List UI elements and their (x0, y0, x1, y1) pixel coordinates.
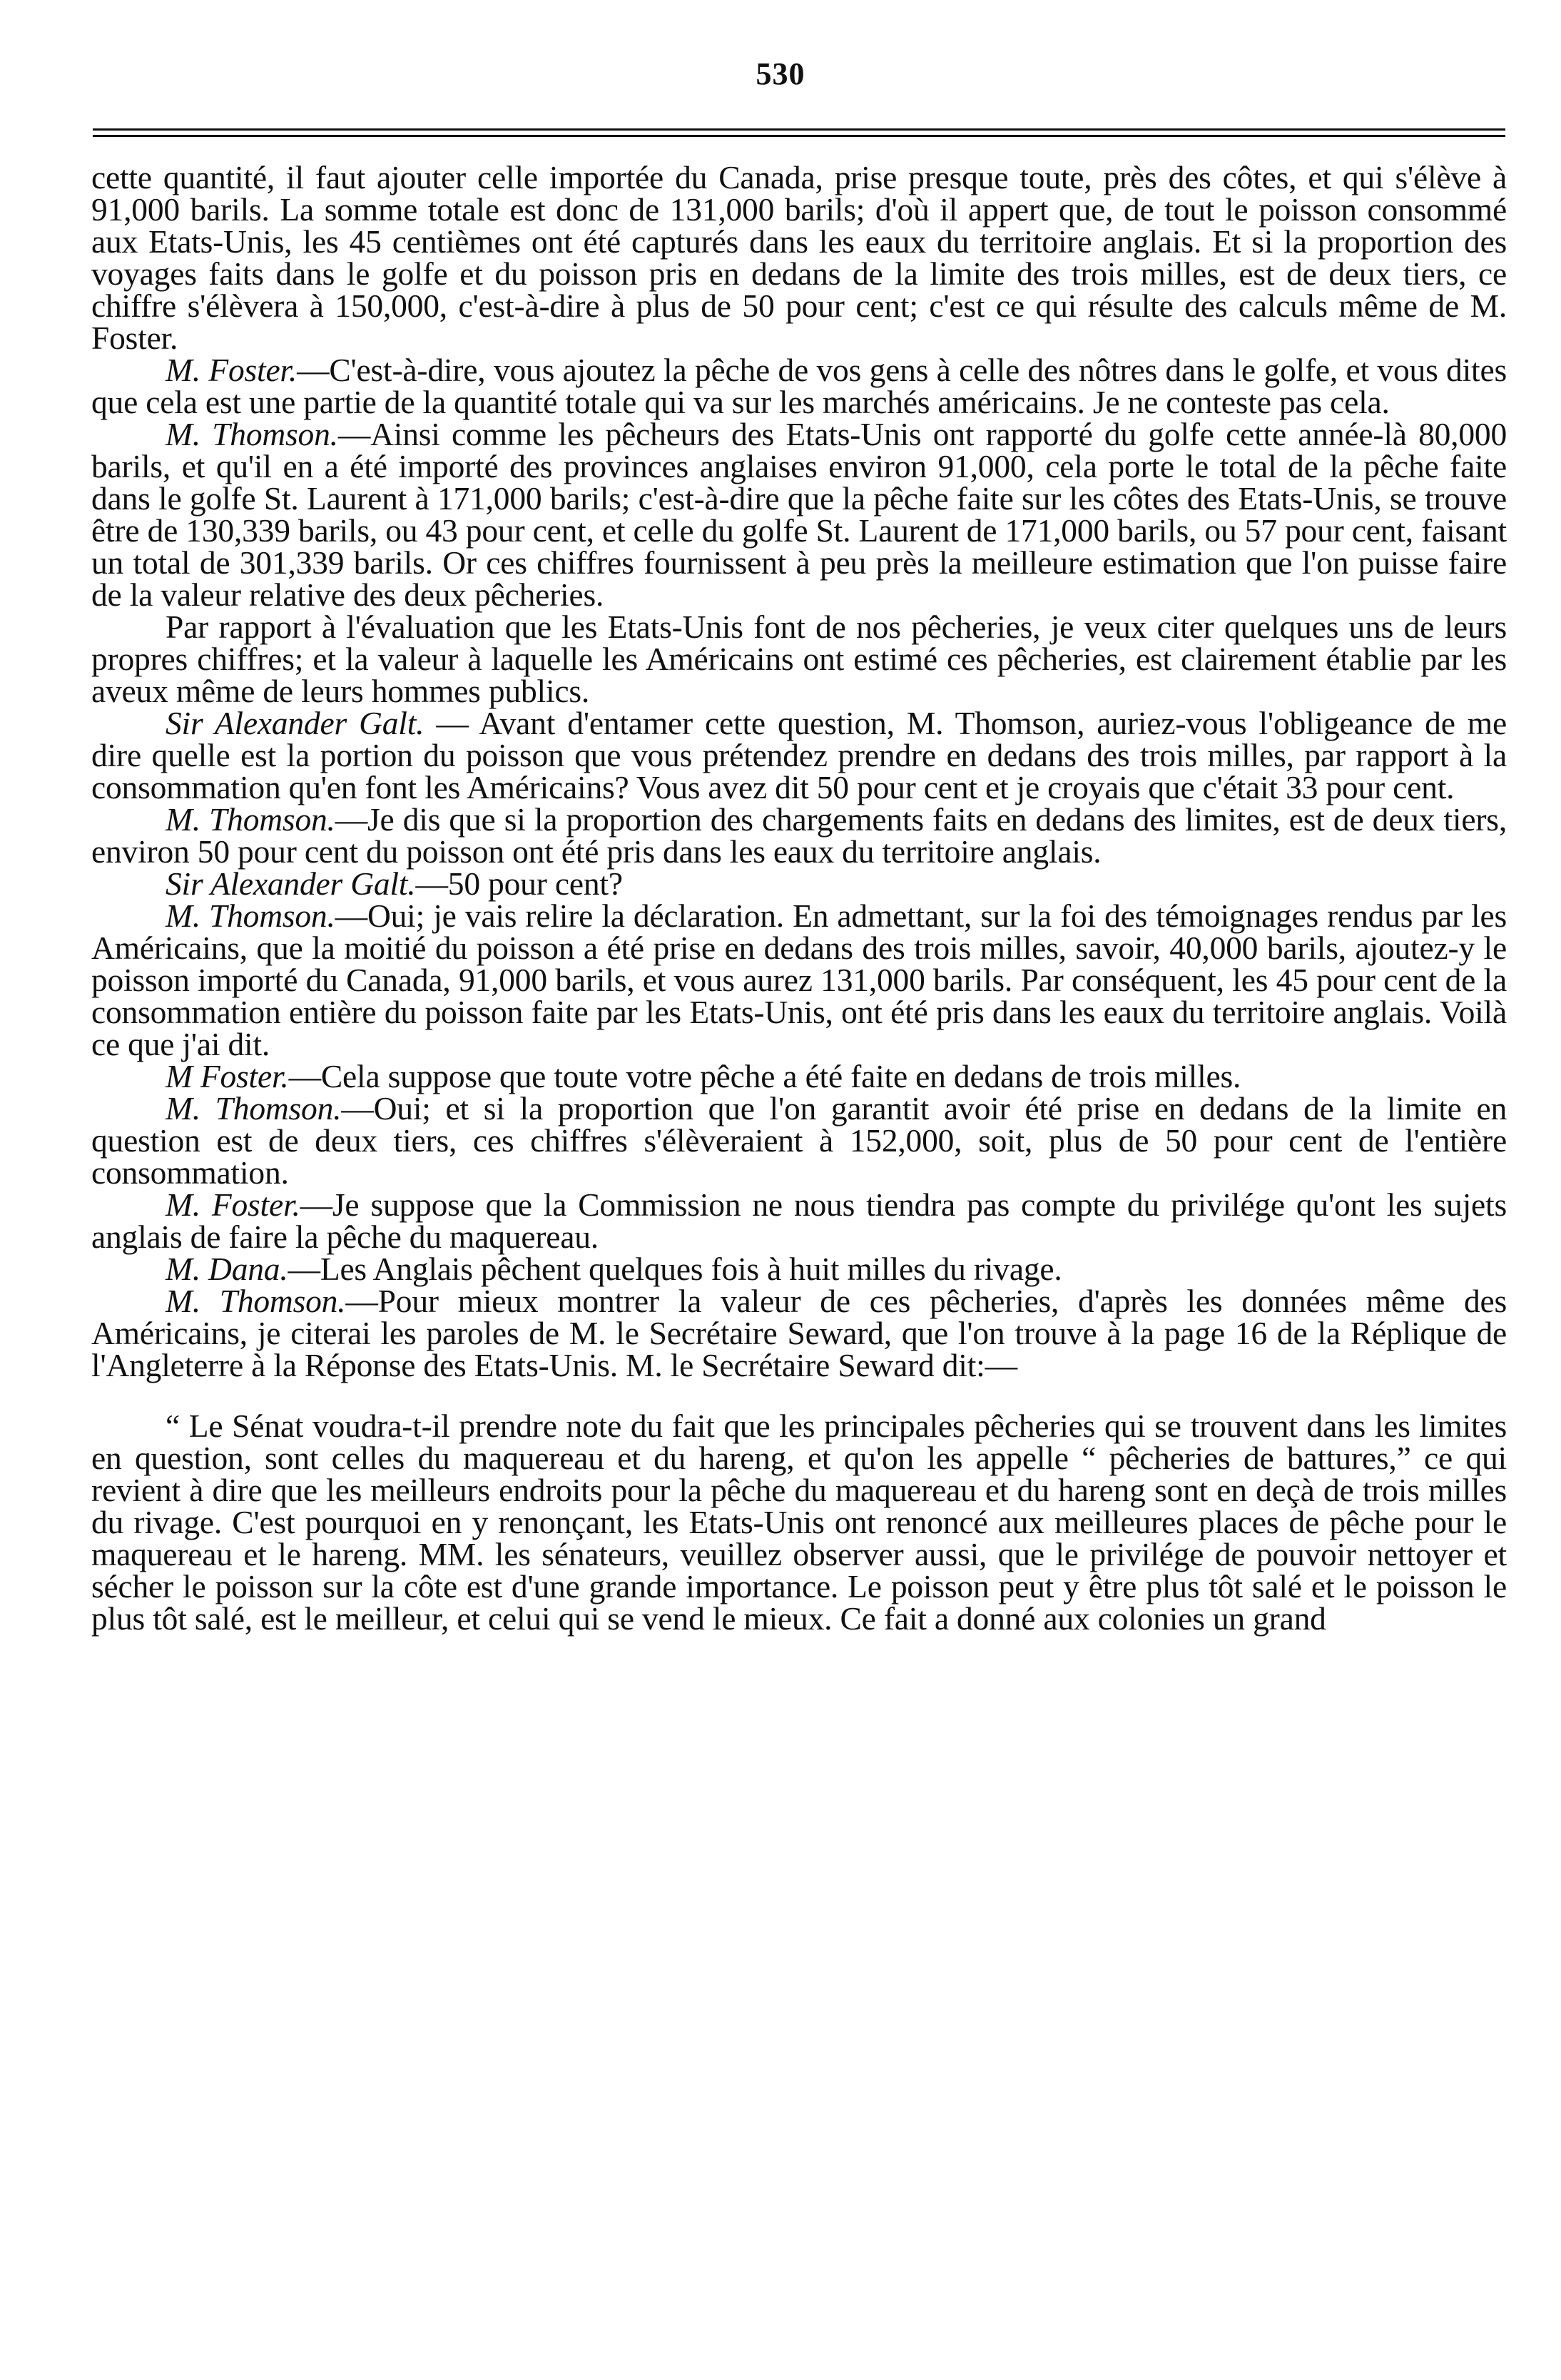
body-text (91, 159, 1507, 1637)
paragraph (91, 611, 1507, 707)
paragraph (91, 1186, 1507, 1255)
paragraph (91, 803, 1507, 868)
paragraph-text: —Les Anglais pêchent quelques fois à huit milles du rivage. (288, 1251, 1062, 1287)
speaker-name: M. Thomson. (166, 1090, 342, 1127)
speaker-name: M. Thomson. (166, 1283, 346, 1319)
paragraph-text: —Je suppose que la Commission ne nous tiendra pas compte du privilége qu'ont les sujets anglais de faire la pêche du maquereau. (91, 1186, 1507, 1255)
paragraph-text: —Je dis que si la proportion des chargements faits en dedans des limites, est de deux tiers, environ 50 pour cent du poisson ont été pris dans les eaux du territoire anglais. (91, 801, 1507, 870)
paragraph-text: Par rapport à l'évaluation que les Etats-Unis font de nos pêcheries, je veux citer quelques uns de leurs propres chiffres; et la valeur à laquelle les Américains ont estimé ces pêcheries, est clairement établie par les aveux même de leurs hommes publics. (91, 609, 1507, 709)
paragraph-text: — Avant d'entamer cette question, M. Thomson, auriez-vous l'obligeance de me dire quelle est la portion du poisson que vous prétendez prendre en dedans des trois milles, par rapport à la consommation qu'en font les Américains? Vous avez dit 50 pour cent et je croyais que c'était 33 pour cent. (91, 705, 1507, 805)
paragraph-text: cette quantité, il faut ajouter celle importée du Canada, prise presque toute, près des côtes, et qui s'élève à 91,000 barils. La somme totale est donc de 131,000 barils; d'où il appert que, de tout le poisson consommé aux Etats-Unis, les 45 centièmes ont été capturés dans les eaux du territoire anglais. Et si la proportion des voyages faits dans le golfe et du poisson pris en dedans de la limite des trois milles, est de deux tiers, ce chiffre s'élèvera à 150,000, c'est-à-dire à plus de 50 pour cent; c'est ce qui résulte des calculs même de M. Foster. (91, 159, 1507, 356)
speaker-name: M. Thomson. (166, 897, 335, 934)
paragraph-text: —C'est-à-dire, vous ajoutez la pêche de vos gens à celle des nôtres dans le golfe, et vous dites que cela est une partie de la quantité totale qui va sur les marchés américains. Je ne conteste pas cela. (91, 352, 1507, 420)
paragraph (91, 865, 1507, 902)
speaker-name: M Foster. (166, 1058, 289, 1094)
paragraph-text: —Oui; et si la proportion que l'on garantit avoir été prise en dedans de la limite en question est de deux tiers, ces chiffres s'élèveraient à 152,000, soit, plus de 50 pour cent de l'entière consommation. (91, 1090, 1507, 1191)
paragraph (91, 1253, 1507, 1285)
paragraph (91, 1060, 1507, 1092)
page-number: 530 (756, 56, 805, 91)
paragraph (91, 707, 1507, 803)
paragraph (91, 1092, 1507, 1189)
speaker-name: M. Foster. (166, 352, 298, 388)
header-double-rule (93, 128, 1505, 137)
paragraph (91, 418, 1507, 611)
paragraph (91, 354, 1507, 418)
speaker-name: M. Foster. (166, 1186, 300, 1223)
paragraph-text: —Oui; je vais relire la déclaration. En admettant, sur la foi des témoignages rendus par les Américains, que la moitié du poisson a été prise en dedans des trois milles, savoir, 40,000 barils, ajoutez-y le poisson importé du Canada, 91,000 barils, et vous aurez 131,000 barils. Par conséquent, les 45 pour cent de la consommation entière du poisson faite par les Etats-Unis, ont été pris dans les eaux du territoire anglais. Voilà ce que j'ai dit. (91, 897, 1507, 1062)
speaker-name: M. Thomson. (166, 801, 335, 838)
paragraph-text: —Pour mieux montrer la valeur de ces pêcheries, d'après les données même des Américains, je citerai les paroles de M. le Secrétaire Seward, que l'on trouve à la page 16 de la Réplique de l'Angleterre à la Réponse des Etats-Unis. M. le Secrétaire Seward dit:— (91, 1283, 1507, 1383)
paragraph-text: —Ainsi comme les pêcheurs des Etats-Unis ont rapporté du golfe cette année-là 80,000 barils, et qu'il en a été importé des provinces anglaises environ 91,000, cela porte le total de la pêche faite dans le golfe St. Laurent à 171,000 barils; c'est-à-dire que la pêche faite sur les côtes des Etats-Unis, se trouve être de 130,339 barils, ou 43 pour cent, et celle du golfe St. Laurent de 171,000 barils, ou 57 pour cent, faisant un total de 301,339 barils. Or ces chiffres fournissent à peu près la meilleure estimation que l'on puisse faire de la valeur relative des deux pêcheries. (91, 416, 1507, 613)
paragraph (91, 161, 1507, 354)
paragraph-text: —Cela suppose que toute votre pêche a été faite en dedans de trois milles. (288, 1058, 1241, 1094)
paragraph (91, 1285, 1507, 1381)
paragraph (91, 897, 1507, 1062)
speaker-name: M. Dana. (166, 1251, 288, 1287)
speaker-name: Sir Alexander Galt. (166, 705, 424, 741)
quoted-passage: “ Le Sénat voudra-t-il prendre note du fait que les principales pêcheries qui se trouvent dans les limites en question, sont celles du maquereau et du hareng, et qu'on les appelle “ pêcheries de battures,” ce qui revient à dire que les meilleurs endroits pour la pêche du maquereau et du hareng sont en deçà de trois milles du rivage. C'est pourquoi en y renonçant, les Etats-Unis ont renoncé aux meilleures places de pêche pour le maquereau et le hareng. MM. les sénateurs, veuillez observer aussi, que le privilége de pouvoir nettoyer et sécher le poisson sur la côte est d'une grande importance. Le poisson peut y être plus tôt salé et le poisson le plus tôt salé, est le meilleur, et celui qui se vend le mieux. Ce fait a donné aux colonies un grand (91, 1408, 1507, 1637)
speaker-name: Sir Alexander Galt. (166, 865, 416, 902)
speaker-name: M. Thomson. (166, 416, 338, 452)
paragraph-text: —50 pour cent? (415, 865, 623, 902)
